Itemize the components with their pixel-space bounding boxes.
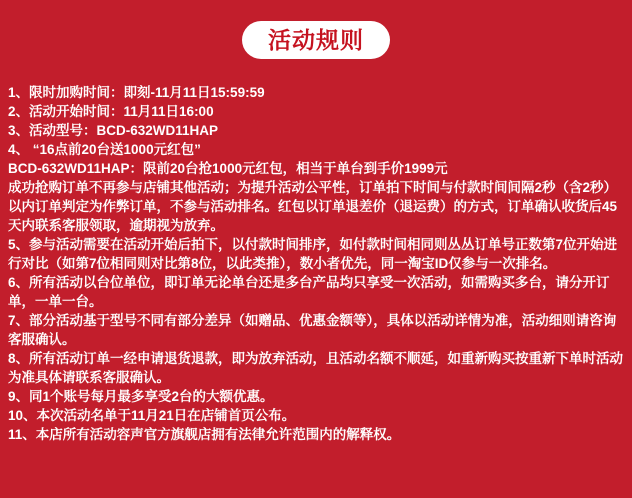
rule-line: 10、本次活动名单于11月21日在店铺首页公布。	[8, 408, 296, 423]
rule-line: 7、部分活动基于型号不同有部分差异（如赠品、优惠金额等），具体以活动详情为准，活动细则请咨询客服确认。	[8, 313, 617, 347]
rule-line: 6、所有活动以台位单位，即订单无论单台还是多台产品均只享受一次活动，如需购买多台，请分开订单，一单一台。	[8, 275, 610, 309]
promo-rules-page	[0, 21, 632, 498]
rule-line: BCD-632WD11HAP：限前20台抢1000元红包，相当于单台到手价1999元	[8, 161, 448, 176]
rule-line: 成功抢购订单不再参与店铺其他活动；为提升活动公平性，订单拍下时间与付款时间间隔2秒（含2秒）以内订单判定为作弊订单，不参与活动排名。红包以订单退差价（退运费）的方式，订单确认收货后45天内联系客服领取，逾期视为放弃。	[8, 180, 618, 233]
rules-title-pill	[242, 21, 390, 59]
rule-line: 5、参与活动需要在活动开始后拍下，以付款时间排序，如付款时间相同则丛丛订单号正数第7位开始进行对比（如第7位相同则对比第8位，以此类推），数小者优先，同一淘宝ID仅参与一次排名。	[8, 237, 618, 271]
rule-line: 3、活动型号：BCD-632WD11HAP	[8, 123, 219, 138]
rule-line: 1、限时加购时间：即刻-11月11日15:59:59	[8, 85, 265, 100]
rule-line: 9、同1个账号每月最多享受2台的大额优惠。	[8, 389, 274, 404]
rule-line: 2、活动开始时间：11月11日16:00	[8, 104, 214, 119]
rule-line: 4、 “16点前20台送1000元红包”	[8, 142, 201, 157]
rule-line: 8、所有活动订单一经申请退货退款，即为放弃活动，且活动名额不顺延，如重新购买按重新下单时活动为准具体请联系客服确认。	[8, 351, 624, 385]
rule-line: 11、本店所有活动容声官方旗舰店拥有法律允许范围内的解释权。	[8, 427, 401, 442]
rules-list	[8, 83, 624, 444]
page-title: 活动规则	[268, 26, 364, 53]
